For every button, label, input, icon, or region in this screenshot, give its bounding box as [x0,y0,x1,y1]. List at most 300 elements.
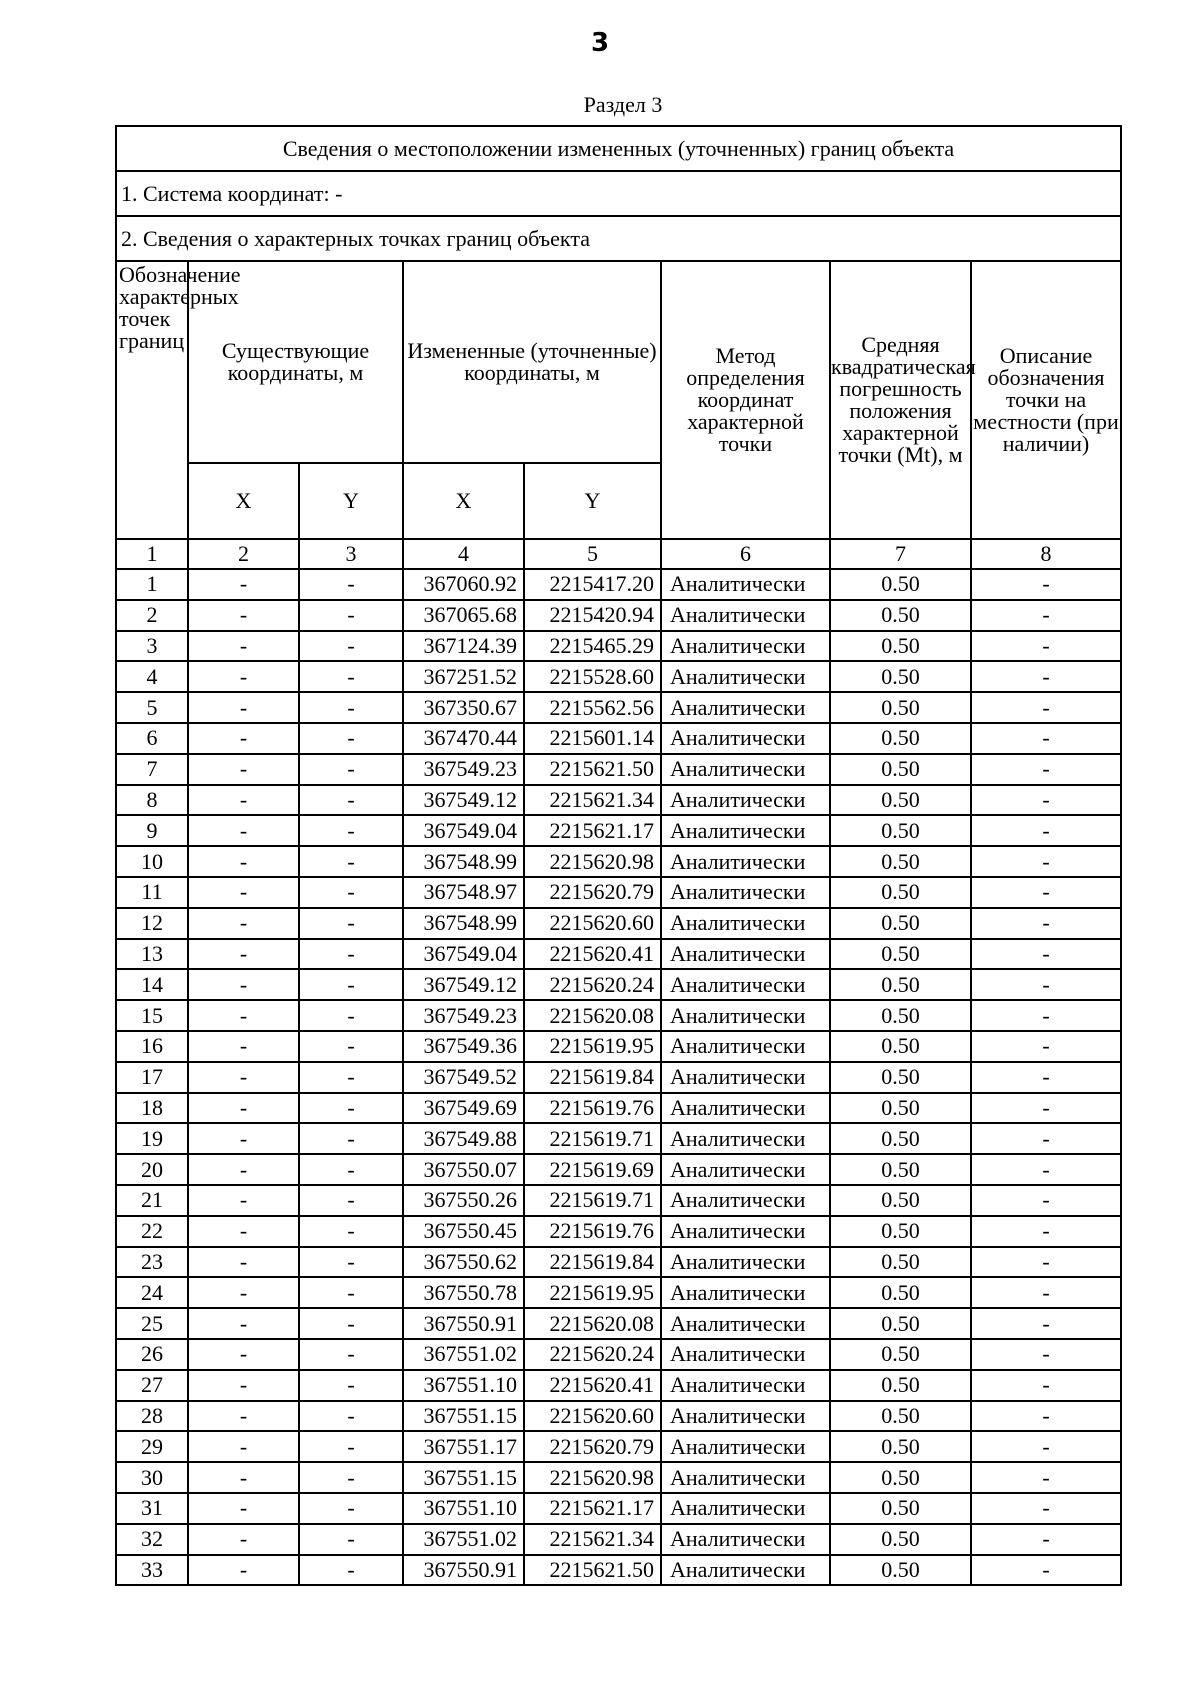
table-row [116,1277,1121,1308]
existing-x-cell: - [188,631,299,662]
point-number-cell: 6 [116,723,188,754]
changed-y-cell: 2215621.50 [524,754,661,785]
existing-x-cell: - [188,1031,299,1062]
method-cell: Аналитически [661,631,830,662]
mean-error-cell: 0.50 [830,969,971,1000]
method-cell: Аналитически [661,1524,830,1555]
existing-x-cell: - [188,661,299,692]
changed-y-cell: 2215620.08 [524,1308,661,1339]
description-cell: - [971,723,1121,754]
method-cell: Аналитически [661,1000,830,1031]
changed-y-cell: 2215620.41 [524,939,661,970]
description-cell: - [971,1308,1121,1339]
changed-x-cell: 367549.04 [403,815,524,846]
changed-x-cell: 367551.17 [403,1431,524,1462]
table-row [116,1431,1121,1462]
changed-x-cell: 367470.44 [403,723,524,754]
method-cell: Аналитически [661,1339,830,1370]
description-cell: - [971,815,1121,846]
existing-x-cell: - [188,939,299,970]
changed-x-cell: 367550.07 [403,1154,524,1185]
existing-y-cell: - [299,1154,403,1185]
method-cell: Аналитически [661,1093,830,1124]
description-cell: - [971,969,1121,1000]
table-row [116,754,1121,785]
table-title: Сведения о местоположении измененных (уточненных) границ объекта [116,126,1121,171]
point-number-cell: 21 [116,1185,188,1216]
table-row [116,1093,1121,1124]
description-cell: - [971,1277,1121,1308]
description-cell: - [971,1555,1121,1586]
existing-y-cell: - [299,1370,403,1401]
description-cell: - [971,785,1121,816]
changed-x-cell: 367550.91 [403,1308,524,1339]
column-number: 6 [661,539,830,569]
description-cell: - [971,1524,1121,1555]
changed-y-cell: 2215620.98 [524,1462,661,1493]
column-number: 3 [299,539,403,569]
method-cell: Аналитически [661,1308,830,1339]
existing-y-cell: - [299,908,403,939]
table-row [116,908,1121,939]
point-number-cell: 23 [116,1247,188,1278]
changed-x-cell: 367549.12 [403,785,524,816]
changed-x-cell: 367549.04 [403,939,524,970]
header-mean-error: Средняя квадратическая погрешность положения характерной точки (Mt), м [830,261,971,539]
description-cell: - [971,1493,1121,1524]
existing-y-cell: - [299,785,403,816]
header-method: Метод определения координат характерной точки [661,261,830,539]
existing-x-cell: - [188,754,299,785]
table-row [116,1555,1121,1586]
existing-x-cell: - [188,600,299,631]
changed-x-cell: 367550.26 [403,1185,524,1216]
existing-x-cell: - [188,1370,299,1401]
table-row [116,1185,1121,1216]
header-point-designation: Обозначение характерных точек границ [116,261,188,539]
method-cell: Аналитически [661,600,830,631]
changed-x-cell: 367551.15 [403,1462,524,1493]
section-title: Раздел 3 [583,92,663,117]
description-cell: - [971,908,1121,939]
point-number-cell: 12 [116,908,188,939]
existing-x-cell: - [188,569,299,600]
point-number-cell: 31 [116,1493,188,1524]
mean-error-cell: 0.50 [830,723,971,754]
existing-y-cell: - [299,1031,403,1062]
table-row [116,1000,1121,1031]
point-number-cell: 25 [116,1308,188,1339]
existing-y-cell: - [299,661,403,692]
mean-error-cell: 0.50 [830,1339,971,1370]
table-row [116,969,1121,1000]
point-number-cell: 5 [116,692,188,723]
existing-y-cell: - [299,877,403,908]
table-row [116,1247,1121,1278]
existing-x-cell: - [188,815,299,846]
existing-x-cell: - [188,908,299,939]
mean-error-cell: 0.50 [830,877,971,908]
changed-x-cell: 367549.52 [403,1062,524,1093]
table-row [116,1339,1121,1370]
mean-error-cell: 0.50 [830,1370,971,1401]
existing-y-cell: - [299,723,403,754]
coordinate-system: 1. Система координат: - [116,171,1121,216]
changed-y-cell: 2215620.98 [524,846,661,877]
method-cell: Аналитически [661,569,830,600]
description-cell: - [971,846,1121,877]
changed-y-cell: 2215619.69 [524,1154,661,1185]
existing-y-cell: - [299,1308,403,1339]
method-cell: Аналитически [661,1462,830,1493]
existing-y-cell: - [299,1462,403,1493]
column-number: 1 [116,539,188,569]
method-cell: Аналитически [661,754,830,785]
existing-x-cell: - [188,969,299,1000]
existing-y-cell: - [299,1247,403,1278]
existing-y-cell: - [299,815,403,846]
changed-x-cell: 367551.10 [403,1370,524,1401]
description-cell: - [971,1123,1121,1154]
changed-y-cell: 2215620.24 [524,1339,661,1370]
points-heading: 2. Сведения о характерных точках границ объекта [116,216,1121,261]
method-cell: Аналитически [661,1431,830,1462]
changed-y-cell: 2215619.76 [524,1216,661,1247]
existing-y-cell: - [299,692,403,723]
changed-x-cell: 367551.02 [403,1524,524,1555]
mean-error-cell: 0.50 [830,600,971,631]
mean-error-cell: 0.50 [830,1555,971,1586]
point-number-cell: 16 [116,1031,188,1062]
existing-y-cell: - [299,1062,403,1093]
table-row [116,846,1121,877]
existing-x-cell: - [188,1493,299,1524]
table-row [116,1308,1121,1339]
existing-y-cell: - [299,969,403,1000]
description-cell: - [971,877,1121,908]
header-existing-y: Y [299,463,403,539]
column-number: 5 [524,539,661,569]
point-number-cell: 30 [116,1462,188,1493]
changed-x-cell: 367251.52 [403,661,524,692]
changed-y-cell: 2215601.14 [524,723,661,754]
point-number-cell: 15 [116,1000,188,1031]
description-cell: - [971,1062,1121,1093]
mean-error-cell: 0.50 [830,1277,971,1308]
table-row [116,661,1121,692]
existing-y-cell: - [299,1524,403,1555]
existing-y-cell: - [299,1277,403,1308]
changed-y-cell: 2215619.84 [524,1062,661,1093]
existing-y-cell: - [299,846,403,877]
description-cell: - [971,569,1121,600]
point-number-cell: 17 [116,1062,188,1093]
changed-y-cell: 2215417.20 [524,569,661,600]
point-number-cell: 22 [116,1216,188,1247]
mean-error-cell: 0.50 [830,1031,971,1062]
mean-error-cell: 0.50 [830,815,971,846]
point-number-cell: 14 [116,969,188,1000]
table-row [116,1524,1121,1555]
existing-y-cell: - [299,939,403,970]
changed-x-cell: 367548.97 [403,877,524,908]
mean-error-cell: 0.50 [830,846,971,877]
description-cell: - [971,1462,1121,1493]
point-number-cell: 13 [116,939,188,970]
method-cell: Аналитически [661,692,830,723]
column-number: 7 [830,539,971,569]
existing-x-cell: - [188,1247,299,1278]
table-row [116,1462,1121,1493]
description-cell: - [971,754,1121,785]
table-row [116,1216,1121,1247]
header-existing-coordinates: Существующие координаты, м [188,261,403,463]
existing-x-cell: - [188,692,299,723]
point-number-cell: 24 [116,1277,188,1308]
column-number: 2 [188,539,299,569]
point-number-cell: 26 [116,1339,188,1370]
changed-x-cell: 367551.10 [403,1493,524,1524]
point-number-cell: 27 [116,1370,188,1401]
description-cell: - [971,1185,1121,1216]
description-cell: - [971,1370,1121,1401]
point-number-cell: 18 [116,1093,188,1124]
method-cell: Аналитически [661,1185,830,1216]
table-row [116,692,1121,723]
method-cell: Аналитически [661,1062,830,1093]
mean-error-cell: 0.50 [830,1462,971,1493]
mean-error-cell: 0.50 [830,1401,971,1432]
table-row [116,1493,1121,1524]
method-cell: Аналитически [661,1247,830,1278]
mean-error-cell: 0.50 [830,785,971,816]
existing-x-cell: - [188,1339,299,1370]
description-cell: - [971,1247,1121,1278]
mean-error-cell: 0.50 [830,908,971,939]
description-cell: - [971,631,1121,662]
page-number: 3 [590,28,610,58]
mean-error-cell: 0.50 [830,1154,971,1185]
changed-x-cell: 367548.99 [403,908,524,939]
point-number-cell: 10 [116,846,188,877]
existing-y-cell: - [299,631,403,662]
method-cell: Аналитически [661,723,830,754]
changed-y-cell: 2215620.79 [524,877,661,908]
existing-x-cell: - [188,723,299,754]
method-cell: Аналитически [661,1555,830,1586]
existing-x-cell: - [188,1524,299,1555]
point-number-cell: 19 [116,1123,188,1154]
changed-x-cell: 367551.15 [403,1401,524,1432]
changed-x-cell: 367550.91 [403,1555,524,1586]
changed-y-cell: 2215619.71 [524,1185,661,1216]
point-number-cell: 3 [116,631,188,662]
method-cell: Аналитически [661,1277,830,1308]
method-cell: Аналитически [661,969,830,1000]
header-description: Описание обозначения точки на местности (при наличии) [971,261,1121,539]
existing-y-cell: - [299,1185,403,1216]
table-row [116,785,1121,816]
existing-x-cell: - [188,877,299,908]
existing-y-cell: - [299,1555,403,1586]
existing-x-cell: - [188,1154,299,1185]
changed-y-cell: 2215420.94 [524,600,661,631]
changed-y-cell: 2215621.50 [524,1555,661,1586]
header-changed-y: Y [524,463,661,539]
changed-y-cell: 2215621.34 [524,785,661,816]
mean-error-cell: 0.50 [830,1431,971,1462]
existing-x-cell: - [188,1093,299,1124]
method-cell: Аналитически [661,1123,830,1154]
description-cell: - [971,692,1121,723]
changed-y-cell: 2215621.17 [524,815,661,846]
existing-x-cell: - [188,1216,299,1247]
method-cell: Аналитически [661,1216,830,1247]
changed-y-cell: 2215620.41 [524,1370,661,1401]
table-row [116,569,1121,600]
changed-y-cell: 2215619.95 [524,1277,661,1308]
header-existing-x: X [188,463,299,539]
description-cell: - [971,1031,1121,1062]
table-row [116,1062,1121,1093]
description-cell: - [971,939,1121,970]
description-cell: - [971,600,1121,631]
method-cell: Аналитически [661,661,830,692]
point-number-cell: 33 [116,1555,188,1586]
existing-y-cell: - [299,1431,403,1462]
table-row [116,877,1121,908]
existing-y-cell: - [299,1216,403,1247]
existing-y-cell: - [299,1401,403,1432]
mean-error-cell: 0.50 [830,1123,971,1154]
table-row [116,600,1121,631]
method-cell: Аналитически [661,1493,830,1524]
existing-x-cell: - [188,1062,299,1093]
method-cell: Аналитически [661,815,830,846]
table-row [116,1123,1121,1154]
changed-y-cell: 2215620.60 [524,908,661,939]
point-number-cell: 1 [116,569,188,600]
boundary-points-table [115,125,1122,1586]
method-cell: Аналитически [661,877,830,908]
table-row [116,631,1121,662]
mean-error-cell: 0.50 [830,1493,971,1524]
existing-y-cell: - [299,1339,403,1370]
method-cell: Аналитически [661,1370,830,1401]
changed-x-cell: 367060.92 [403,569,524,600]
existing-x-cell: - [188,1185,299,1216]
table-row [116,1370,1121,1401]
header-changed-coordinates: Измененные (уточненные) координаты, м [403,261,661,463]
changed-x-cell: 367350.67 [403,692,524,723]
existing-x-cell: - [188,785,299,816]
mean-error-cell: 0.50 [830,1093,971,1124]
existing-x-cell: - [188,1277,299,1308]
method-cell: Аналитически [661,1031,830,1062]
existing-x-cell: - [188,1462,299,1493]
mean-error-cell: 0.50 [830,631,971,662]
existing-x-cell: - [188,1555,299,1586]
changed-y-cell: 2215620.60 [524,1401,661,1432]
existing-x-cell: - [188,1431,299,1462]
method-cell: Аналитически [661,1154,830,1185]
table-row [116,1031,1121,1062]
description-cell: - [971,1339,1121,1370]
point-number-cell: 20 [116,1154,188,1185]
existing-y-cell: - [299,1000,403,1031]
column-number-row [116,539,1121,569]
changed-x-cell: 367550.62 [403,1247,524,1278]
mean-error-cell: 0.50 [830,661,971,692]
changed-x-cell: 367549.12 [403,969,524,1000]
changed-x-cell: 367551.02 [403,1339,524,1370]
method-cell: Аналитически [661,785,830,816]
changed-x-cell: 367550.45 [403,1216,524,1247]
point-number-cell: 29 [116,1431,188,1462]
changed-y-cell: 2215528.60 [524,661,661,692]
table-row [116,1154,1121,1185]
point-number-cell: 8 [116,785,188,816]
changed-x-cell: 367549.23 [403,1000,524,1031]
changed-y-cell: 2215620.79 [524,1431,661,1462]
changed-x-cell: 367549.23 [403,754,524,785]
changed-x-cell: 367549.36 [403,1031,524,1062]
changed-x-cell: 367065.68 [403,600,524,631]
existing-x-cell: - [188,1000,299,1031]
description-cell: - [971,1431,1121,1462]
mean-error-cell: 0.50 [830,939,971,970]
changed-y-cell: 2215465.29 [524,631,661,662]
mean-error-cell: 0.50 [830,692,971,723]
mean-error-cell: 0.50 [830,1062,971,1093]
point-number-cell: 32 [116,1524,188,1555]
mean-error-cell: 0.50 [830,1185,971,1216]
point-number-cell: 9 [116,815,188,846]
description-cell: - [971,1154,1121,1185]
table-row [116,815,1121,846]
point-number-cell: 7 [116,754,188,785]
existing-x-cell: - [188,1123,299,1154]
mean-error-cell: 0.50 [830,1000,971,1031]
method-cell: Аналитически [661,908,830,939]
table-row [116,1401,1121,1432]
mean-error-cell: 0.50 [830,1247,971,1278]
point-number-cell: 4 [116,661,188,692]
description-cell: - [971,1216,1121,1247]
description-cell: - [971,1000,1121,1031]
point-number-cell: 2 [116,600,188,631]
changed-y-cell: 2215619.95 [524,1031,661,1062]
existing-y-cell: - [299,754,403,785]
column-number: 8 [971,539,1121,569]
mean-error-cell: 0.50 [830,1216,971,1247]
existing-y-cell: - [299,1123,403,1154]
changed-x-cell: 367548.99 [403,846,524,877]
method-cell: Аналитически [661,1401,830,1432]
existing-y-cell: - [299,1493,403,1524]
mean-error-cell: 0.50 [830,1308,971,1339]
changed-y-cell: 2215619.71 [524,1123,661,1154]
existing-y-cell: - [299,569,403,600]
existing-x-cell: - [188,1401,299,1432]
changed-y-cell: 2215621.34 [524,1524,661,1555]
description-cell: - [971,661,1121,692]
point-number-cell: 11 [116,877,188,908]
mean-error-cell: 0.50 [830,1524,971,1555]
existing-x-cell: - [188,1308,299,1339]
changed-y-cell: 2215621.17 [524,1493,661,1524]
existing-y-cell: - [299,600,403,631]
